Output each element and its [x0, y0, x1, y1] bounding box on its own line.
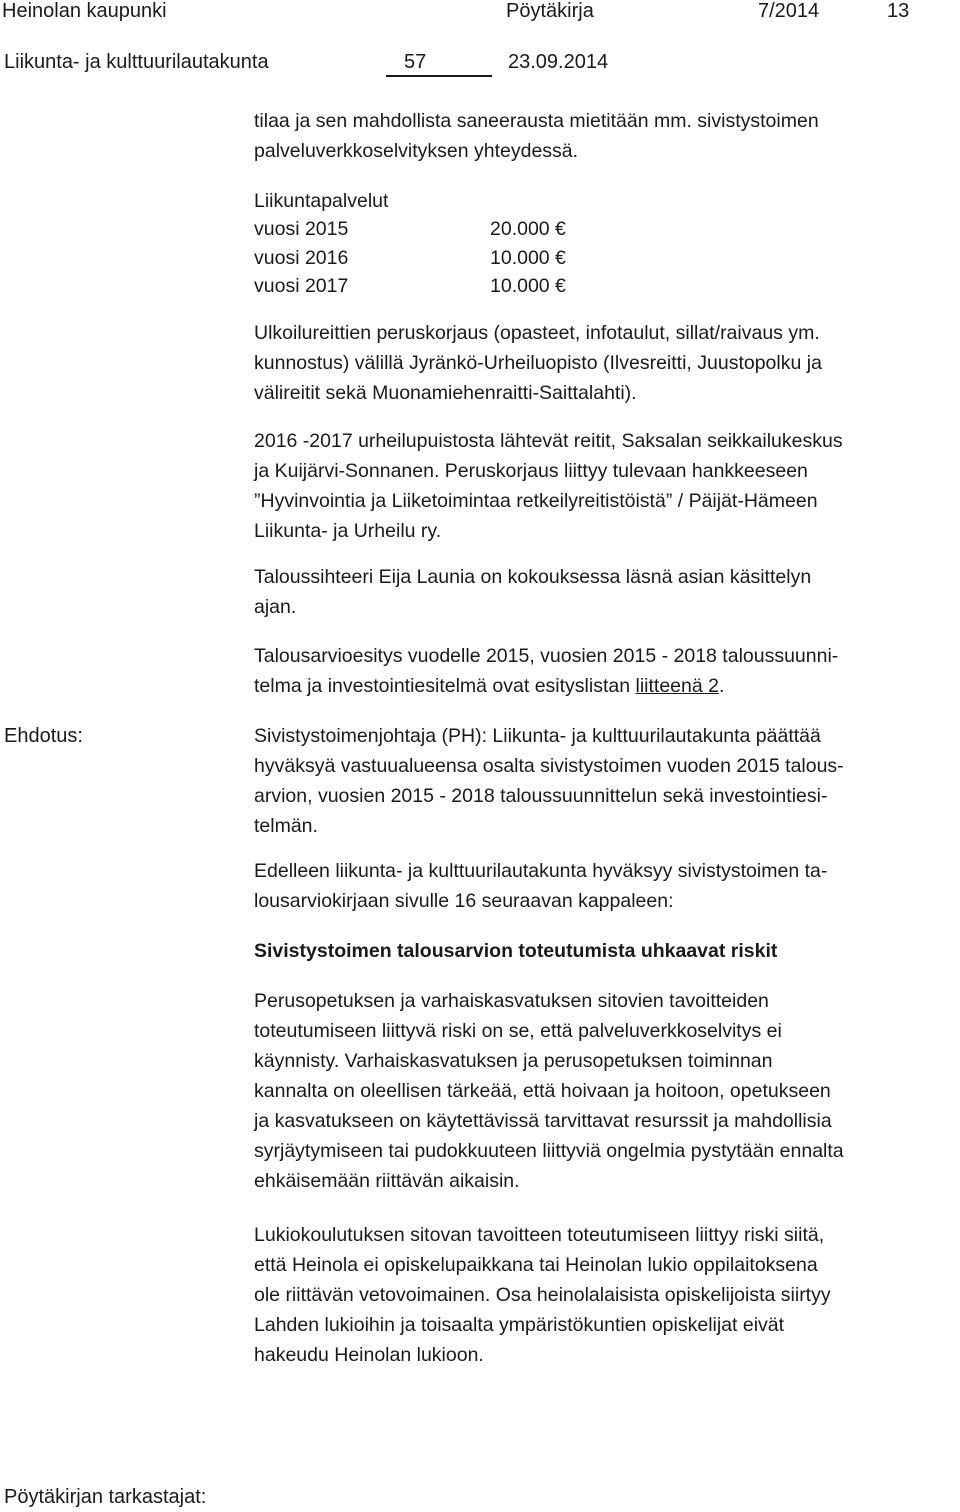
budget-year: vuosi 2015	[254, 218, 349, 240]
header-doc-type: Pöytäkirja	[506, 0, 594, 22]
text-line: Sivistystoimenjohtaja (PH): Liikunta- ja kulttuurilautakunta päättää	[254, 725, 821, 747]
text-line: välireitit sekä Muonamiehenraitti-Saittalahti).	[254, 382, 637, 404]
text-line: Liikunta- ja Urheilu ry.	[254, 520, 442, 542]
trail-renovation-paragraph	[254, 318, 959, 408]
header-org: Heinolan kaupunki	[2, 0, 167, 22]
header-section-underline	[386, 75, 492, 77]
text-line: Lukiokoulutuksen sitovan tavoitteen toteutumiseen liittyy riski siitä,	[254, 1224, 825, 1246]
text-line: Edelleen liikunta- ja kulttuurilautakunta hyväksyy sivistystoimen ta-	[254, 860, 828, 882]
text-line: toteutumiseen liittyvä riski on se, että palveluverkkoselvitys ei	[254, 1020, 782, 1042]
budget-amount: 20.000 €	[490, 218, 566, 240]
upper-secondary-risk-paragraph	[254, 1220, 959, 1370]
text-line: palveluverkkoselvityksen yhteydessä.	[254, 140, 579, 162]
footer-reviewers-label: Pöytäkirjan tarkastajat:	[4, 1486, 207, 1508]
header-doc-number: 7/2014	[758, 0, 820, 22]
approval-paragraph	[254, 856, 959, 916]
text-line: kunnostus) välillä Jyränkö-Urheiluopisto (Ilvesreitti, Juustopolku ja	[254, 352, 822, 374]
budget-year: vuosi 2017	[254, 275, 349, 297]
header-section: 57	[404, 51, 427, 73]
text-line: ajan.	[254, 596, 297, 618]
header-committee: Liikunta- ja kulttuurilautakunta	[4, 51, 269, 73]
budget-amount: 10.000 €	[490, 246, 566, 269]
budget-heading: Liikuntapalvelut	[254, 190, 389, 212]
text-line: Taloussihteeri Eija Launia on kokouksessa läsnä asian käsittelyn	[254, 566, 812, 588]
text-line: hyväksyä vastuualueensa osalta sivistystoimen vuoden 2015 talous-	[254, 755, 844, 777]
text-line: 2016 -2017 urheilupuistosta lähtevät reitit, Saksalan seikkailukeskus	[254, 430, 843, 452]
header-page-number: 13	[887, 0, 910, 22]
text-segment: .	[718, 675, 725, 697]
text-line: hakeudu Heinolan lukioon.	[254, 1344, 484, 1366]
text-line: Perusopetuksen ja varhaiskasvatuksen sitovien tavoitteiden	[254, 990, 769, 1012]
text-line: ”Hyvinvointia ja Liiketoimintaa retkeilyreitistöistä” / Päijät-Hämeen	[254, 490, 818, 512]
text-line: lousarviokirjaan sivulle 16 seuraavan kappaleen:	[254, 890, 674, 912]
text-line: ja kasvatukseen on käytettävissä tarvittavat resurssit ja mahdollisia	[254, 1110, 832, 1132]
text-line: käynnisty. Varhaiskasvatuksen ja perusopetuksen toiminnan	[254, 1050, 773, 1072]
text-line: telmän.	[254, 815, 318, 837]
proposal-label: Ehdotus:	[4, 725, 83, 747]
text-line: Lahden lukioihin ja toisaalta ympäristökuntien opiskelijat eivät	[254, 1314, 785, 1336]
risk-heading: Sivistystoimen talousarvion toteutumista uhkaavat riskit	[254, 940, 778, 962]
proposal-paragraph	[254, 721, 959, 841]
text-line: syrjäytymiseen tai pudokkuuteen liittyviä ongelmia pystytään ennalta	[254, 1140, 844, 1162]
text-line	[254, 671, 959, 701]
text-line: ja Kuijärvi-Sonnanen. Peruskorjaus liittyy tulevaan hankkeeseen	[254, 460, 808, 482]
budget-year: vuosi 2016	[254, 246, 349, 269]
budget-row	[254, 272, 734, 301]
text-line: kannalta on oleellisen tärkeää, että hoivaan ja hoitoon, opetukseen	[254, 1080, 831, 1102]
basic-education-risk-paragraph	[254, 986, 959, 1196]
attachment-link[interactable]: liitteenä 2	[635, 675, 719, 697]
text-segment: telma ja investointiesitelmä ovat esityslistan	[254, 675, 636, 697]
budget-proposal-paragraph	[254, 641, 959, 701]
budget-table	[254, 215, 734, 301]
routes-paragraph	[254, 426, 959, 546]
budget-amount: 10.000 €	[490, 275, 566, 297]
budget-row	[254, 244, 734, 273]
text-line: Talousarvioesitys vuodelle 2015, vuosien 2015 - 2018 taloussuunni-	[254, 645, 839, 667]
text-line: ehkäisemään riittävän aikaisin.	[254, 1170, 520, 1192]
header-date: 23.09.2014	[508, 51, 609, 73]
text-line: arvion, vuosien 2015 - 2018 taloussuunnittelun sekä investointiesi-	[254, 785, 828, 807]
text-line: että Heinola ei opiskelupaikkana tai Heinolan lukio oppilaitoksena	[254, 1254, 818, 1276]
secretary-paragraph	[254, 562, 959, 622]
budget-row	[254, 215, 734, 244]
text-line: tilaa ja sen mahdollista saneerausta mietitään mm. sivistystoimen	[254, 110, 819, 132]
text-line: ole riittävän vetovoimainen. Osa heinolalaisista opiskelijoista siirtyy	[254, 1284, 831, 1306]
text-line: Ulkoilureittien peruskorjaus (opasteet, infotaulut, sillat/raivaus ym.	[254, 322, 820, 344]
intro-paragraph	[254, 106, 959, 166]
